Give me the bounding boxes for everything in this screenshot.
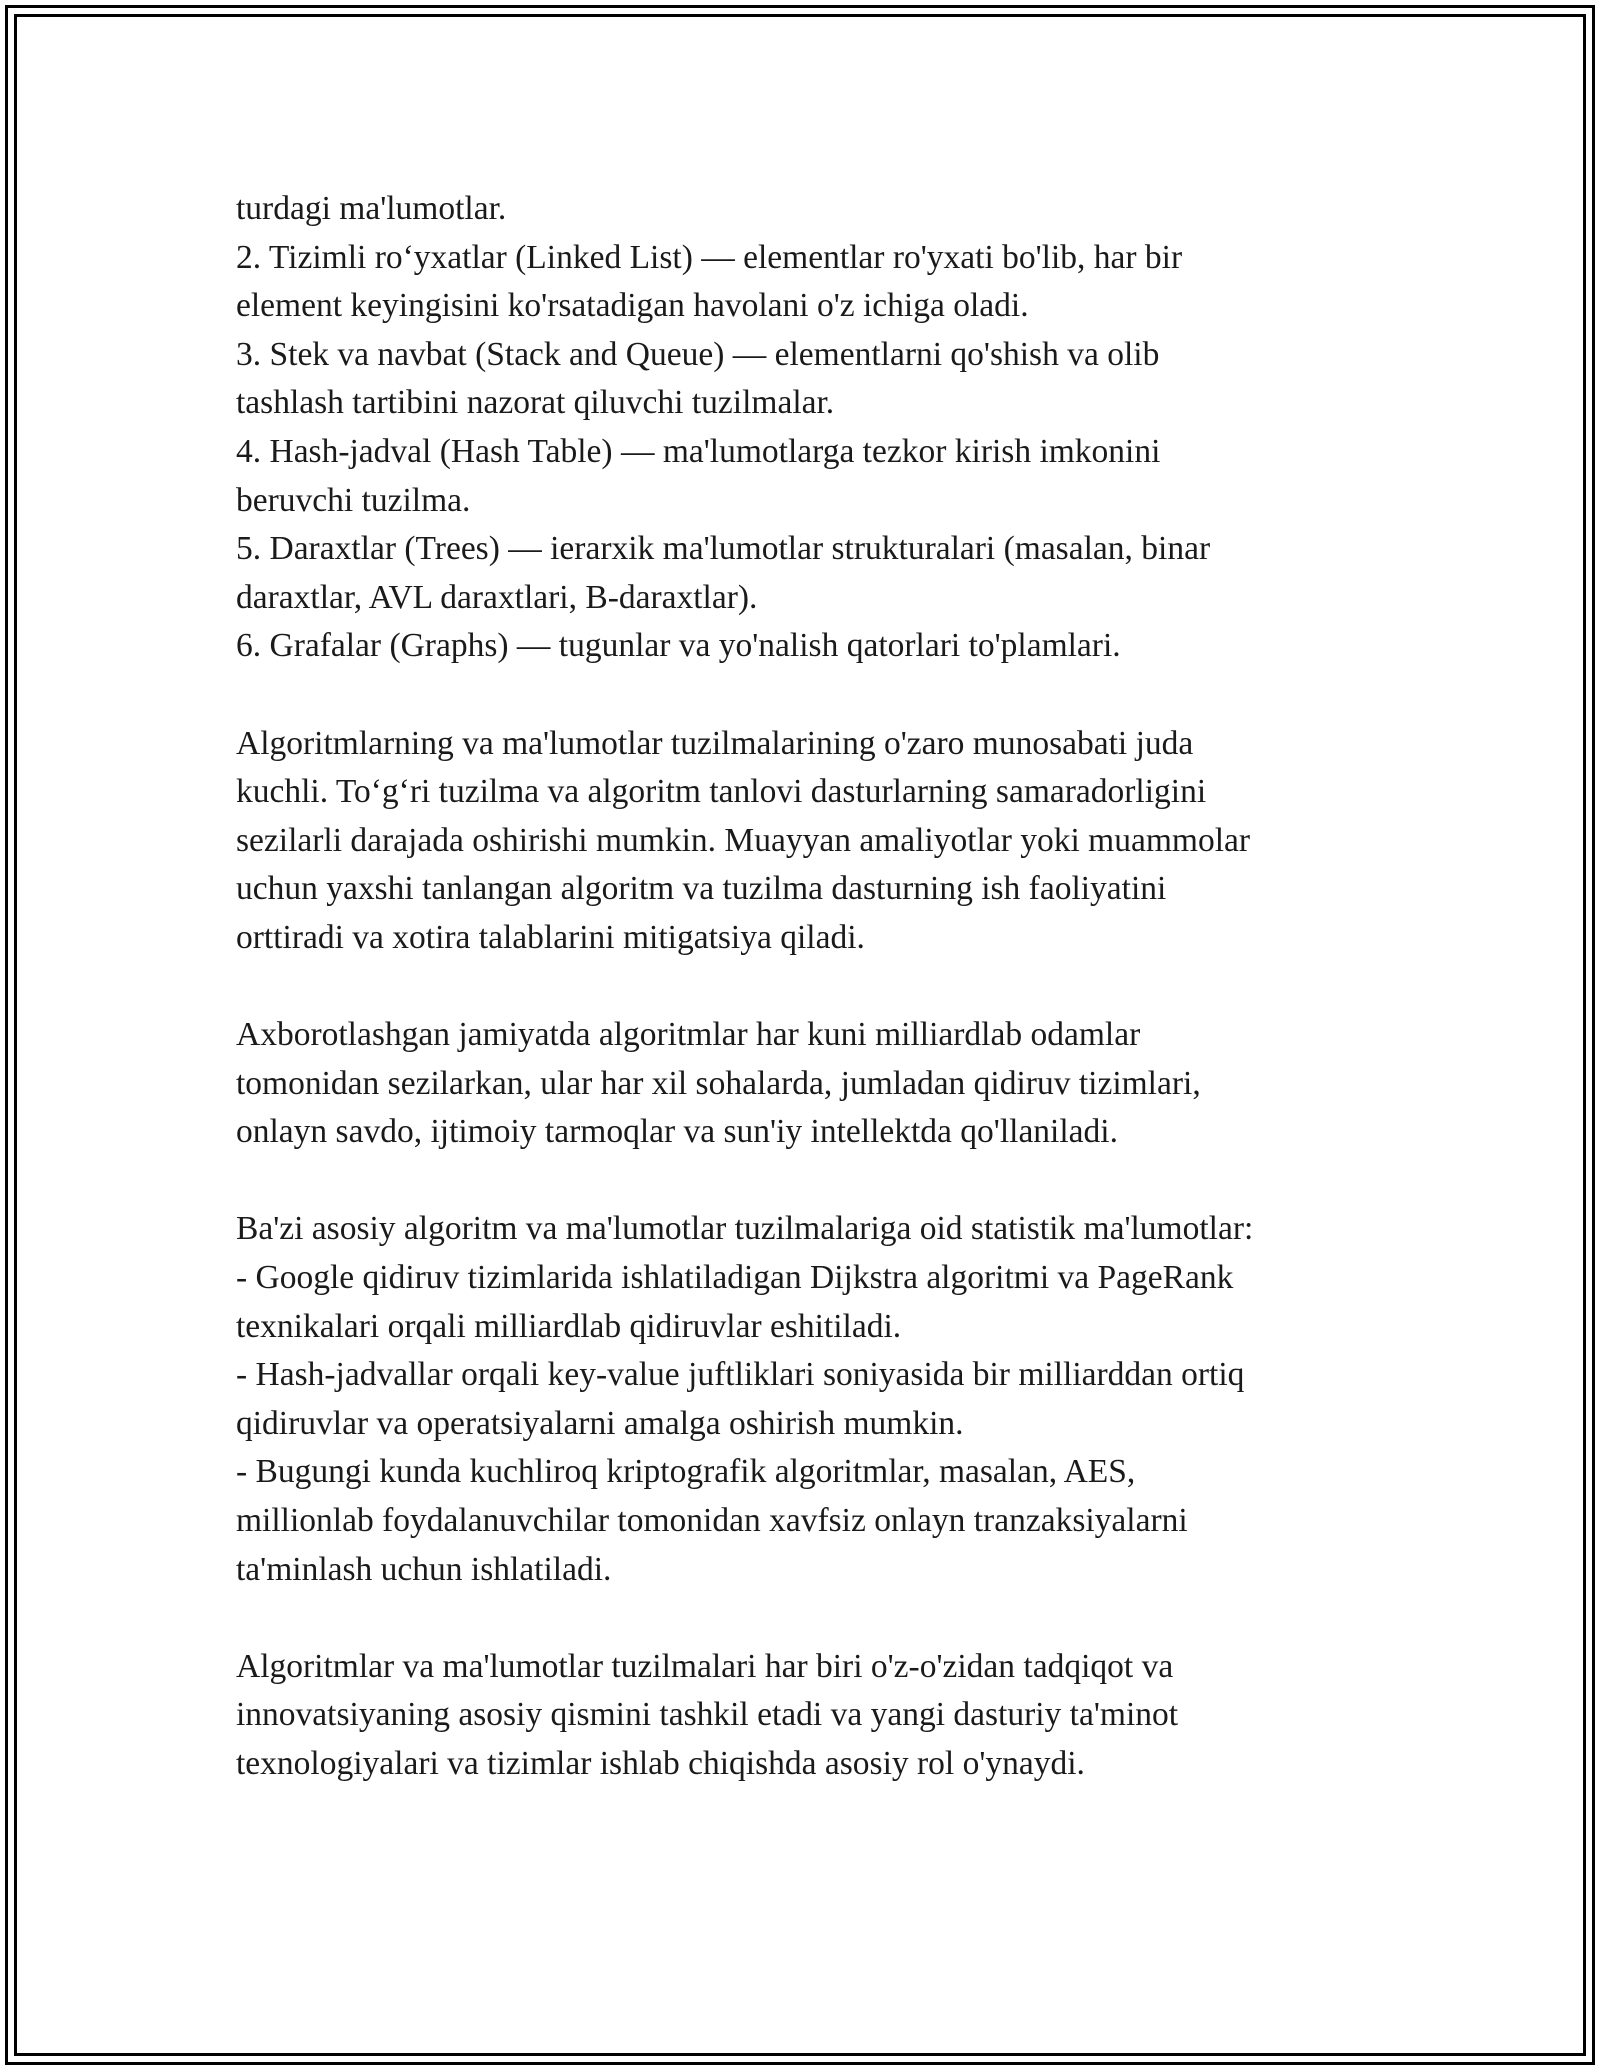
paragraph-relationship bbox=[236, 720, 1376, 963]
text-line: element keyingisini ko'rsatadigan havolani o'z ichiga oladi. bbox=[236, 287, 1029, 325]
bullet-item: - Google qidiruv tizimlarida ishlatiladigan Dijkstra algoritmi va PageRank bbox=[236, 1259, 1234, 1297]
text-line: texnikalari orqali milliardlab qidiruvlar eshitiladi. bbox=[236, 1307, 902, 1345]
text-line: turdagi ma'lumotlar. bbox=[236, 190, 507, 227]
list-item-trees: 5. Daraxtlar (Trees) — ierarxik ma'lumotlar strukturalari (masalan, binar bbox=[236, 530, 1211, 568]
paragraph-statistics bbox=[236, 1205, 1376, 1594]
text-line: onlayn savdo, ijtimoiy tarmoqlar va sun'iy intellektda qo'llaniladi. bbox=[236, 1113, 1118, 1151]
text-line: sezilarli darajada oshirishi mumkin. Muayyan amaliyotlar yoki muammolar bbox=[236, 821, 1251, 859]
text-line: Ba'zi asosiy algoritm va ma'lumotlar tuzilmalariga oid statistik ma'lumotlar: bbox=[236, 1210, 1254, 1248]
text-line: Axborotlashgan jamiyatda algoritmlar har kuni milliardlab odamlar bbox=[236, 1016, 1141, 1054]
text-line: millionlab foydalanuvchilar tomonidan xavfsiz onlayn tranzaksiyalarni bbox=[236, 1502, 1188, 1540]
text-line: Algoritmlar va ma'lumotlar tuzilmalari har biri o'z-o'zidan tadqiqot va bbox=[236, 1647, 1174, 1685]
text-line: beruvchi tuzilma. bbox=[236, 481, 471, 519]
text-line: qidiruvlar va operatsiyalarni amalga oshirish mumkin. bbox=[236, 1404, 964, 1442]
list-item-hash-table: 4. Hash-jadval (Hash Table) — ma'lumotlarga tezkor kirish imkonini bbox=[236, 432, 1161, 470]
text-line: kuchli. To‘g‘ri tuzilma va algoritm tanlovi dasturlarning samaradorligini bbox=[236, 773, 1207, 811]
text-line: orttiradi va xotira talablarini mitigatsiya qiladi. bbox=[236, 918, 865, 956]
list-item-stack-queue: 3. Stek va navbat (Stack and Queue) — elementlarni qo'shish va olib bbox=[236, 335, 1160, 373]
text-line: daraxtlar, AVL daraxtlari, B-daraxtlar). bbox=[236, 578, 758, 616]
text-line: ta'minlash uchun ishlatiladi. bbox=[236, 1550, 612, 1588]
text-line: Algoritmlarning va ma'lumotlar tuzilmalarining o'zaro munosabati juda bbox=[236, 724, 1194, 762]
document-body bbox=[236, 185, 1376, 1789]
paragraph-gap bbox=[236, 1157, 1376, 1206]
paragraph-conclusion bbox=[236, 1643, 1376, 1789]
text-line: tomonidan sezilarkan, ular har xil sohalarda, jumladan qidiruv tizimlari, bbox=[236, 1064, 1201, 1102]
bullet-item: - Bugungi kunda kuchliroq kriptografik algoritmlar, masalan, AES, bbox=[236, 1453, 1136, 1491]
paragraph-gap bbox=[236, 1594, 1376, 1643]
data-structures-list bbox=[236, 185, 1376, 671]
text-line: innovatsiyaning asosiy qismini tashkil etadi va yangi dasturiy ta'minot bbox=[236, 1696, 1179, 1734]
list-item-linked-list: 2. Tizimli ro‘yxatlar (Linked List) — elementlar ro'yxati bo'lib, har bir bbox=[236, 238, 1183, 276]
text-line: texnologiyalari va tizimlar ishlab chiqishda asosiy rol o'ynaydi. bbox=[236, 1745, 1085, 1782]
paragraph-gap bbox=[236, 671, 1376, 720]
text-line: uchun yaxshi tanlangan algoritm va tuzilma dasturning ish faoliyatini bbox=[236, 870, 1167, 908]
list-item-graphs: 6. Grafalar (Graphs) — tugunlar va yo'nalish qatorlari to'plamlari. bbox=[236, 627, 1121, 665]
paragraph-gap bbox=[236, 963, 1376, 1012]
text-line: tashlash tartibini nazorat qiluvchi tuzilmalar. bbox=[236, 384, 835, 422]
paragraph-information-society bbox=[236, 1011, 1376, 1157]
bullet-item: - Hash-jadvallar orqali key-value juftliklari soniyasida bir milliarddan ortiq bbox=[236, 1356, 1245, 1394]
